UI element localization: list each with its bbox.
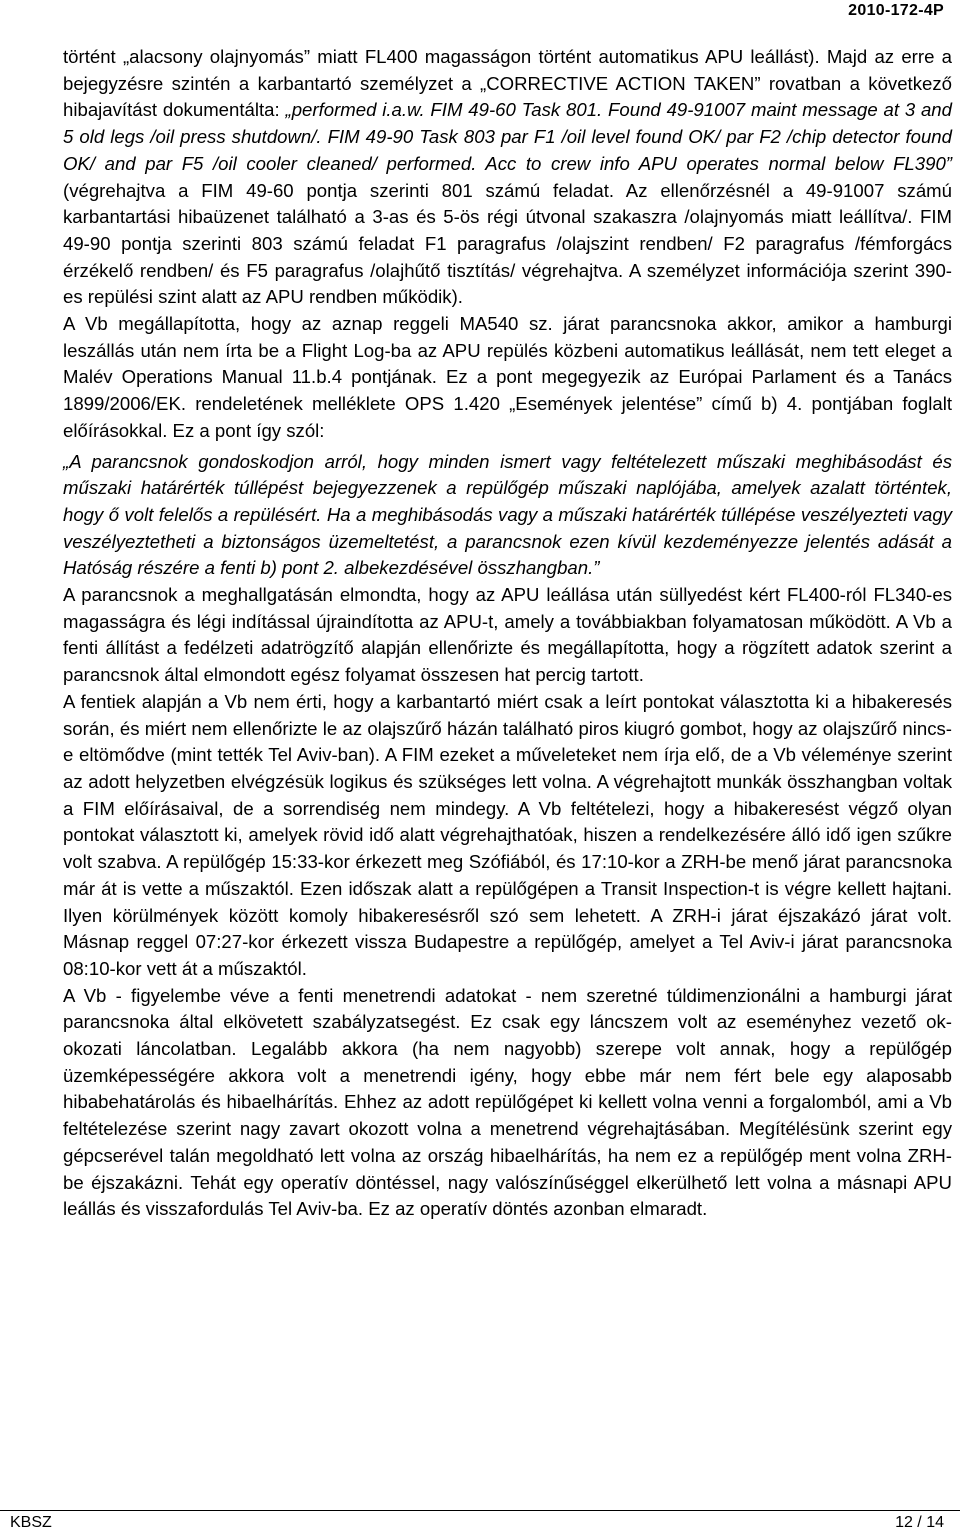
paragraph-1-translation: (végrehajtva a FIM 49-60 pontja szerinti 801 számú feladat. Az ellenőrzésnél a 49-91007 számú karbantartási hibaüzenet található a 3-as és 5-ös régi útvonal szakaszra /olajnyomás miatt leállítva/. FIM 49-90 pontja szerinti 803 számú feladat F1 paragrafus /olajszint rendben/ F2 paragrafus /fémforgács érzékelő rendben/ és F5 paragrafus /olajhűtő tisztítás/ végrehajtva. A személyzet információja szerint 390-es repülési szint alatt az APU rendben működik). [63,179,952,308]
footer-organization: KBSZ [10,1514,52,1531]
document-body [63,44,952,1223]
regulation-quote: „A parancsnok gondoskodjon arról, hogy minden ismert vagy feltételezett műszaki meghibásodást és műszaki határérték túllépést bejegyezzenek a repülőgép műszaki naplójába, amelyek azalatt történtek, hogy ő volt felelős a repülésért. Ha a meghibásodás vagy a műszaki határérték túllépése veszélyezteti vagy veszélyeztetheti a biztonságos üzemeltetést, a parancsnok ezen kívül kezdeményezze jelentés adását a Hatóság részére a fenti b) pont 2. albekezdésével összhangban.” [63,450,952,579]
paragraph-2: A Vb megállapította, hogy az aznap reggeli MA540 sz. járat parancsnoka akkor, amikor a hamburgi leszállás után nem írta be a Flight Log-ba az APU repülés közbeni automatikus leállását, nem tett eleget a Malév Operations Manual 11.b.4 pontjának. Ez a pont megegyezik az Európai Parlament és a Tanács 1899/2006/EK. rendeletének melléklete OPS 1.420 „Események jelentése” című b) 4. pontjában foglalt előírásokkal. Ez a pont így szól: [63,313,952,441]
report-id: 2010-172-4P [848,2,944,19]
paragraph-5: A fentiek alapján a Vb nem érti, hogy a karbantartó miért csak a leírt pontokat választotta ki a hibakeresés során, és miért nem ellenőrizte le az olajszűrő házán található piros kiugró gombot, hogy az olajszűrő nincs-e eltömődve (mint tették Tel Aviv-ban). A FIM ezeket a műveleteket nem írja elő, de a Vb véleménye szerint az adott helyzetben elvégzésük logikus és szükséges lett volna. A végrehajtott munkák összhangban voltak a FIM előírásaival, de a sorrendiség nem mindegy. A Vb feltételezi, hogy a hibakeresést végző olyan pontokat választott ki, amelyek rövid idő alatt végrehajthatóak, hiszen a rendelkezésére álló idő igen szűkre volt szabva. A repülőgép 15:33-kor érkezett meg Szófiából, és 17:10-kor a ZRH-be menő járat parancsnoka már át is vette a műszaktól. Ezen időszak alatt a repülőgépen a Transit Inspection-t is végre kellett hajtani. Ilyen körülmények között komoly hibakeresésről szó sem lehetett. A ZRH-i járat éjszakázó járat volt. Másnap reggel 07:27-kor érkezett vissza Budapestre a repülőgép, amelyet a Tel Aviv-i járat parancsnoka 08:10-kor vett át a műszaktól. [63,690,952,979]
footer-divider [0,1510,960,1511]
page-number: 12 / 14 [895,1514,944,1531]
paragraph-4: A parancsnok a meghallgatásán elmondta, hogy az APU leállása után süllyedést kért FL400-ról FL340-es magasságra és légi indítással újraindította az APU-t, amely a továbbiakban folyamatosan működött. A Vb a fenti állítást a fedélzeti adatrögzítő alapján ellenőrizte és megállapította, hogy a rögzített adatok szerint a parancsnok által elmondott egész folyamat összesen hat percig tartott. [63,584,952,686]
paragraph-1 [63,44,952,311]
paragraph-1-english-quote: „performed i.a.w. FIM 49-60 Task 801. Found 49-91007 maint message at 3 and 5 old legs /oil press shutdown/. FIM 49-90 Task 803 par F1 /oil level found OK/ par F2 /chip detector found OK/ and par F5 /oil cooler cleaned/ performed. Acc to crew info APU operates normal below FL390” [63,99,952,174]
paragraph-1-intro: történt „alacsony olajnyomás” miatt FL400 magasságon történt automatikus APU leállást). Majd az erre a bejegyzésre szintén a karbantartó személyzet a „CORRECTIVE ACTION TAKEN” rovatban a következő hibajavítást dokumentálta: [63,46,952,121]
paragraph-6: A Vb - figyelembe véve a fenti menetrendi adatokat - nem szeretné túldimenzionálni a hamburgi járat parancsnoka által elkövetett szabályzatsegést. Ez csak egy láncszem volt az eseményhez vezető ok-okozati láncolatban. Legalább akkora (ha nem nagyobb) szerepe volt annak, hogy a repülőgép üzemképességére akkora volt a menetrendi igény, hogy ebbe már nem fért bele egy alaposabb hibabehatárolás és hibaelhárítás. Ehhez az adott repülőgépet ki kellett volna venni a forgalomból, ami a Vb feltételezése szerint nagy zavart okozott volna a menetrend végrehajtásában. Megítélésünk szerint egy gépcserével talán megoldható lett volna az ország hibaelhárítás, ha nem ez a repülőgép ment volna ZRH-be éjszakázni. Tehát egy operatív döntéssel, nagy valószínűséggel elkerülhető lett volna a másnapi APU leállás és visszafordulás Tel Aviv-ba. Ez az operatív döntés azonban elmaradt. [63,984,952,1220]
